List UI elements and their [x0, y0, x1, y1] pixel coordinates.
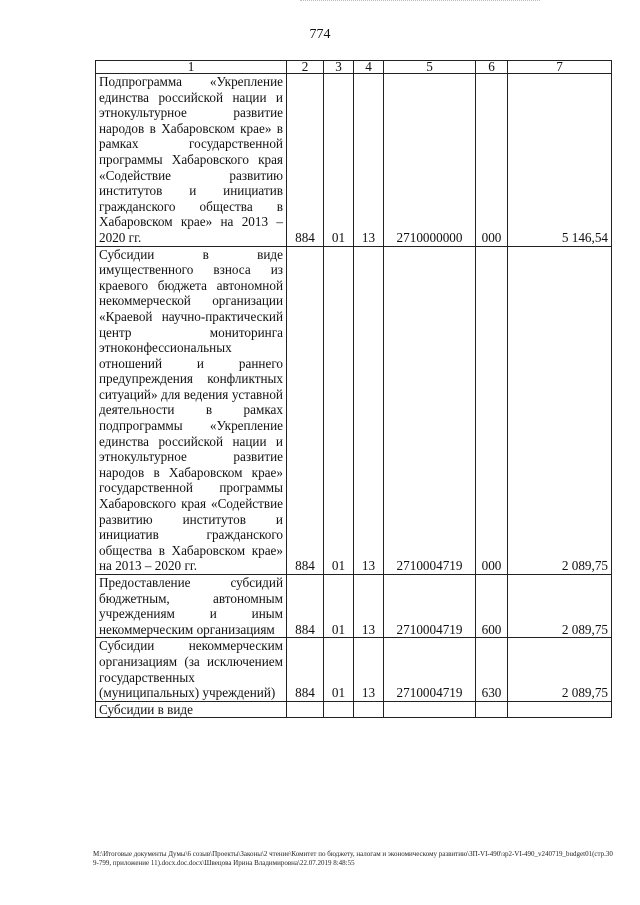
page-number: 774 — [309, 27, 331, 42]
header-cell: 3 — [324, 61, 354, 74]
subsection-code-cell: 13 — [354, 638, 384, 701]
subsection-code-cell — [354, 701, 384, 718]
budget-table — [95, 60, 612, 718]
amount-cell: 2 089,75 — [508, 638, 612, 701]
table-row — [96, 246, 612, 574]
amount-cell — [508, 701, 612, 718]
table-row — [96, 638, 612, 701]
subsection-code-cell: 13 — [354, 74, 384, 247]
amount-cell: 5 146,54 — [508, 74, 612, 247]
header-cell: 5 — [384, 61, 476, 74]
table-row — [96, 701, 612, 718]
section-code-cell — [324, 701, 354, 718]
header-cell: 2 — [287, 61, 324, 74]
table-header-row — [96, 61, 612, 74]
table-row — [96, 74, 612, 247]
expense-type-cell: 000 — [476, 74, 508, 247]
row-name-cell: Субсидии в виде — [96, 701, 287, 718]
section-code-cell: 01 — [324, 638, 354, 701]
row-name-cell: Предоставление субсидий бюджетным, автономным учреждениям и иным некоммерческим организациям — [96, 575, 287, 638]
expense-type-cell: 000 — [476, 246, 508, 574]
ministry-code-cell: 884 — [287, 246, 324, 574]
row-name-cell: Субсидии в виде имущественного взноса из краевого бюджета автономной некоммерческой организации «Краевой научно-практический центр мониторинга этноконфессиональных отношений и раннего предупреждения конфликтных ситуаций» для ведения уставной деятельности в рамках подпрограммы «Укрепление единства российской нации и этнокультурное развитие народов в Хабаровском крае» государственной программы Хабаровского края «Содействие развитию институтов и инициатив гражданского общества в Хабаровском крае» на 2013 – 2020 гг. — [96, 246, 287, 574]
header-cell: 4 — [354, 61, 384, 74]
ministry-code-cell: 884 — [287, 575, 324, 638]
header-cell: 6 — [476, 61, 508, 74]
header-cell: 1 — [96, 61, 287, 74]
expense-type-cell — [476, 701, 508, 718]
target-article-cell: 2710004719 — [384, 575, 476, 638]
table-row — [96, 575, 612, 638]
ministry-code-cell: 884 — [287, 638, 324, 701]
row-name-cell: Подпрограмма «Укрепление единства российской нации и этнокультурное развитие народов в Хабаровском крае» в рамках государственной программы Хабаровского края «Содействие развитию институтов и инициатив гражданского общества в Хабаровском крае» на 2013 – 2020 гг. — [96, 74, 287, 247]
section-code-cell: 01 — [324, 575, 354, 638]
ministry-code-cell — [287, 701, 324, 718]
target-article-cell: 2710004719 — [384, 638, 476, 701]
subsection-code-cell: 13 — [354, 246, 384, 574]
section-code-cell: 01 — [324, 246, 354, 574]
target-article-cell — [384, 701, 476, 718]
amount-cell: 2 089,75 — [508, 575, 612, 638]
target-article-cell: 2710004719 — [384, 246, 476, 574]
ministry-code-cell: 884 — [287, 74, 324, 247]
header-cell: 7 — [508, 61, 612, 74]
expense-type-cell: 630 — [476, 638, 508, 701]
amount-cell: 2 089,75 — [508, 246, 612, 574]
subsection-code-cell: 13 — [354, 575, 384, 638]
section-code-cell: 01 — [324, 74, 354, 247]
row-name-cell: Субсидии некоммерческим организациям (за исключением государственных (муниципальных) учреждений) — [96, 638, 287, 701]
scan-top-edge — [300, 0, 540, 4]
file-path-footer: М:\Итоговые документы Думы\6 созыв\Проекты\Законы\2 чтение\Комитет по бюджету, налогам и экономическому развитию\ЗП-VI-490\зр2-VI-490_v240719_budget01(стр.309-799, приложение 11).docx.doc.docx\Швецова Ирина Владимировна\22.07.2019 8:48:55 — [93, 850, 613, 867]
target-article-cell: 2710000000 — [384, 74, 476, 247]
expense-type-cell: 600 — [476, 575, 508, 638]
